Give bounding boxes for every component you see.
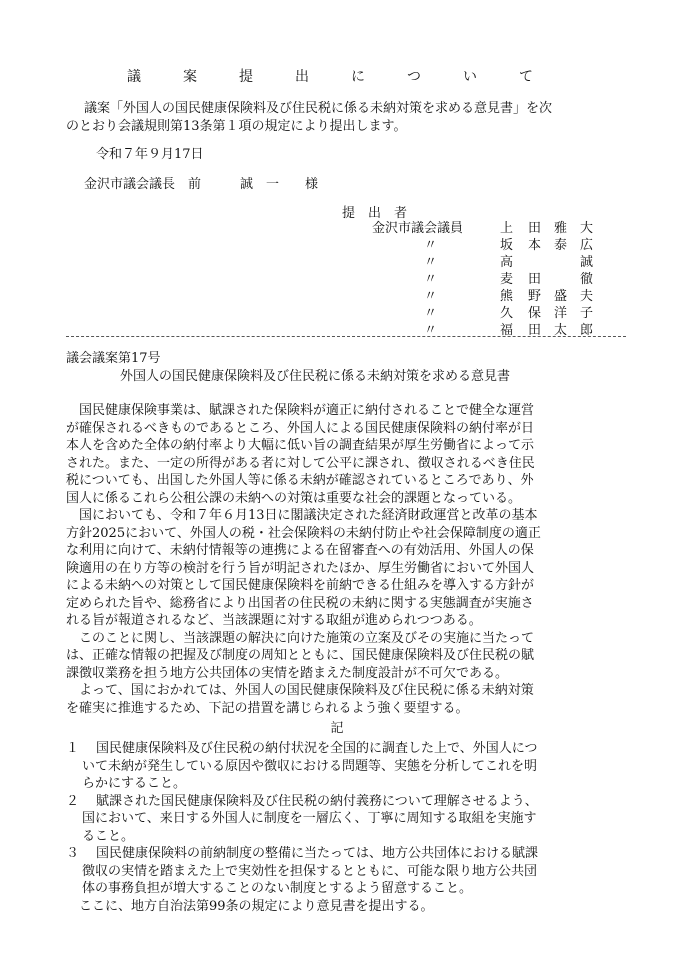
ditto-mark: 〃	[424, 255, 438, 270]
member-family-name: 高	[500, 255, 514, 270]
ditto-mark: 〃	[424, 272, 438, 287]
body-line: 国人に係るこれら公租公課の未納への対策は重要な社会的課題となっている。	[66, 490, 522, 506]
dashed-separator	[66, 336, 626, 337]
item-line: 徴収の実情を踏まえた上で実効性を担保するとともに、可能な限り地方公共団	[82, 863, 538, 879]
body-line: 課徴収業務を担う地方公共団体の実情を踏まえた制度設計が不可欠である。	[66, 665, 509, 681]
body-line: 険適用の在り方等の検討を行う旨が明記されたほか、厚生労働省において外国人	[66, 560, 535, 576]
addressee: 金沢市議会議長 前 誠 一 様	[84, 177, 319, 192]
member-family-name: 久	[500, 306, 514, 321]
intro-line-1: 議案「外国人の国民健康保険料及び住民税に係る未納対策を求める意見書」を次	[84, 101, 553, 116]
member-family-name: 上	[500, 221, 514, 236]
submission-date: 令和７年９月17日	[96, 147, 204, 162]
body-line: よって、国におかれては、外国人の国民健康保険料及び住民税に係る未納対策	[66, 683, 534, 698]
member-family-name: 熊	[500, 289, 514, 304]
member-family-name: 麦	[500, 272, 514, 287]
document-title: 議 案 提 出 に つ い て	[127, 69, 547, 85]
member-given-name: 誠	[528, 255, 594, 270]
member-given-name: 本 泰 広	[528, 238, 594, 253]
member-given-name: 保 洋 子	[528, 306, 594, 321]
submitter-label: 提 出 者	[342, 206, 408, 221]
intro-line-2: のとおり会議規則第13条第１項の規定により提出します。	[66, 119, 407, 134]
member-family-name: 福	[500, 323, 514, 338]
ditto-mark: 〃	[424, 306, 438, 321]
item-line: ること。	[82, 828, 135, 844]
body-line: 税についても、出国した外国人等に係る未納が確認されているところであり、外	[66, 473, 534, 488]
member-title: 金沢市議会議員	[372, 221, 464, 236]
body-line: 定められた旨や、総務省により出国者の住民税の未納に関する実態調査が実施さ	[66, 595, 534, 611]
body-line: 方針2025において、外国人の税・社会保険料の未納付防止や社会保障制度の適正	[66, 525, 541, 541]
body-line: を確実に推進するため、下記の措置を講じられるよう強く要望する。	[66, 700, 469, 716]
item-number: ３	[66, 846, 80, 861]
item-line: 国において、来日する外国人に制度を一層広く、丁寧に周知する取組を実施す	[82, 811, 537, 826]
bill-title: 外国人の国民健康保険料及び住民税に係る未納対策を求める意見書	[120, 369, 511, 384]
item-line: 国民健康保険料の前納制度の整備に当たっては、地方公共団体における賦課	[96, 846, 539, 861]
item-line: 賦課された国民健康保険料及び住民税の納付義務について理解させるよう、	[96, 793, 538, 809]
ki-heading: 記	[330, 721, 344, 736]
item-line: 体の事務負担が増大することのない制度とするよう留意すること。	[82, 881, 473, 896]
body-line: 本人を含めた全体の納付率より大幅に低い旨の調査結果が厚生労働省によって示	[66, 438, 535, 453]
ditto-mark: 〃	[424, 289, 438, 304]
body-line: 国民健康保険事業は、賦課された保険料が適正に納付されることで健全な運営	[66, 403, 535, 418]
body-line: された。また、一定の所得がある者に対して公平に課され、徴収されるべき住民	[66, 455, 535, 471]
item-line: いて未納が発生している原因や徴収における問題等、実態を分析してこれを明	[82, 758, 538, 774]
body-line: 国においても、令和７年６月13日に閣議決定された経済財政運営と改革の基本	[66, 508, 538, 523]
body-line: が確保されるべきものであるところ、外国人による国民健康保険料の納付率が日	[66, 420, 535, 436]
member-given-name: 田 太 郎	[528, 323, 594, 338]
item-line: らかにすること。	[82, 776, 187, 791]
item-line: 国民健康保険料及び住民税の納付状況を全国的に調査した上で、外国人につ	[96, 741, 538, 756]
ditto-mark: 〃	[424, 238, 438, 253]
body-line: このことに関し、当該課題の解決に向けた施策の立案及びその実施に当たって	[66, 630, 535, 646]
closing-statement: ここに、地方自治法第99条の規定により意見書を提出する。	[66, 898, 434, 914]
ditto-mark: 〃	[424, 323, 438, 338]
body-line: れる旨が報道されるなど、当該課題に対する取組が進められつつある。	[66, 613, 482, 628]
member-family-name: 坂	[500, 238, 514, 253]
member-given-name: 田 徹	[528, 272, 594, 287]
body-line: による未納への対策として国民健康保険料を前納できる仕組みを導入する方針が	[66, 578, 535, 593]
item-number: ２	[66, 793, 80, 809]
body-line: な利用に向けて、未納付情報等の連携による在留審査への有効活用、外国人の保	[66, 543, 534, 558]
opinion-body	[66, 402, 614, 717]
item-number: １	[66, 741, 80, 756]
member-given-name: 野 盛 夫	[528, 289, 594, 304]
bill-number: 議会議案第17号	[66, 351, 161, 366]
body-line: は、正確な情報の把握及び制度の周知とともに、国民健康保険料及び住民税の賦	[66, 648, 535, 663]
member-given-name: 田 雅 大	[528, 221, 594, 236]
